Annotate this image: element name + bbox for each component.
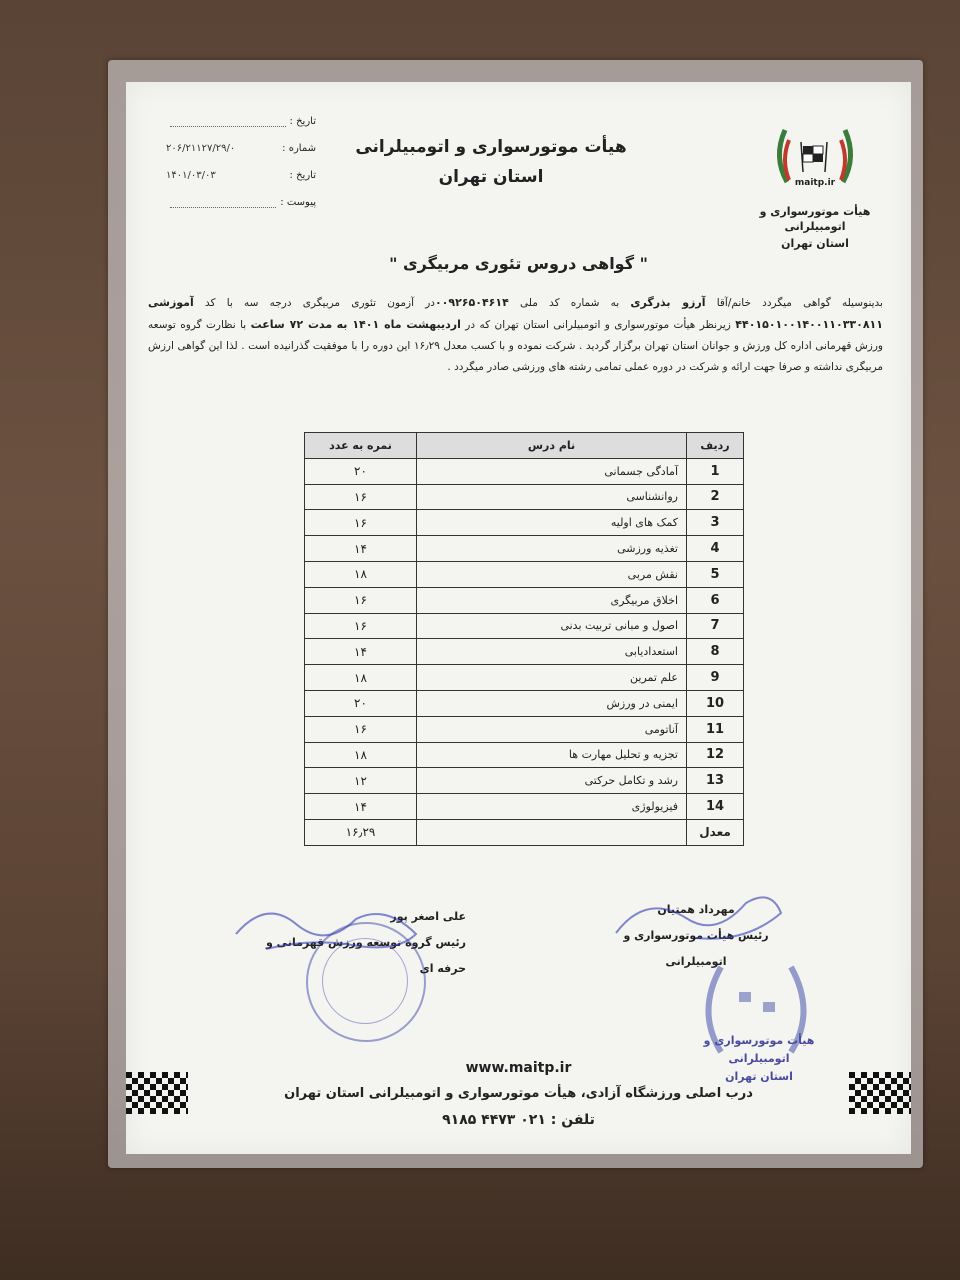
table-row: 3 کمک های اولیه ۱۶ <box>305 510 744 536</box>
right-signer-title: رئیس هیأت موتورسواری و اتومبیلرانی <box>623 929 769 968</box>
header-course-name: نام درس <box>417 433 687 459</box>
table-header-row <box>305 433 744 459</box>
footer-phone <box>126 1112 911 1128</box>
table-row: 8 استعدادیابی ۱۴ <box>305 639 744 665</box>
table-row: 10 ایمنی در ورزش ۲۰ <box>305 690 744 716</box>
footer-address: درب اصلی ورزشگاه آزادی، هیأت موتورسواری و اتومبیلرانی استان تهران <box>284 1086 753 1101</box>
body-text-1: بدینوسیله گواهی میگردد خانم/آقا <box>716 297 883 309</box>
phone-label: تلفن : <box>550 1112 595 1128</box>
signature-scribble-icon <box>226 894 446 964</box>
date-value: ۱۴۰۱/۰۳/۰۳ <box>166 170 216 181</box>
attachment-label: پیوست : <box>280 197 316 208</box>
logo-caption-org: هیأت موتورسواری و اتومبیلرانی <box>759 205 871 233</box>
left-signer-name: علی اصغر پور <box>390 910 466 923</box>
table-row: 1 آمادگی جسمانی ۲۰ <box>305 458 744 484</box>
signature-scribble-icon <box>596 883 796 953</box>
body-text-2: به شماره کد ملی <box>520 297 620 309</box>
table-row: 9 علم تمرین ۱۸ <box>305 665 744 691</box>
national-id: ۰۰۹۲۶۵۰۴۶۱۴ <box>434 296 509 309</box>
average-row <box>305 819 744 845</box>
header-grade: نمره به عدد <box>305 433 417 459</box>
province-name: استان تهران <box>438 167 544 187</box>
number-label: شماره : <box>282 143 316 154</box>
laurel-logo-icon <box>767 112 863 202</box>
certificate-title: " گواهی دروس تئوری مربیگری " <box>389 254 648 273</box>
table-row: 7 اصول و مبانی تربیت بدنی ۱۶ <box>305 613 744 639</box>
phone-number: ۰۲۱ ۴۴۷۳ ۹۱۸۵ <box>442 1112 546 1128</box>
letterhead-title <box>316 132 666 192</box>
signature-block-left <box>246 904 466 982</box>
body-text-7: کسب معدل ۱۶٫۲۹ این دوره را با موفقیت گذرانیده است . لذا این گواهی ارزش مربیگری نداشته و صرفا جهت ارائه و شرکت در <box>148 340 883 373</box>
body-text-3: در آزمون تئوری مربیگری درجه سه با کد <box>204 297 435 309</box>
number-value: ۲۰۶/۲۱۱۲۷/۲۹/۰ <box>166 143 236 154</box>
table-row: 12 تجزیه و تحلیل مهارت ها ۱۸ <box>305 742 744 768</box>
table-row: 11 آناتومی ۱۶ <box>305 716 744 742</box>
footer-website: www.maitp.ir <box>465 1060 572 1076</box>
table-row: 14 فیزیولوژی ۱۴ <box>305 794 744 820</box>
certificate-page <box>126 82 911 1154</box>
left-signer-title: رئیس گروه توسعه ورزش قهرمانی و حرفه ای <box>266 936 466 975</box>
stamp-caption-province: استان تهران <box>725 1070 793 1083</box>
date-label-top: تاریخ : <box>289 116 316 127</box>
header-row-number: ردیف <box>687 433 744 459</box>
org-name: هیأت موتورسواری و اتومبیلرانی <box>355 137 627 157</box>
table-row: 6 اخلاق مربیگری ۱۶ <box>305 587 744 613</box>
average-spacer <box>417 819 687 845</box>
average-label: معدل <box>687 819 744 845</box>
right-signer-name: مهرداد همتیان <box>657 903 735 916</box>
grades-table <box>304 432 744 846</box>
course-month: اردیبهشت ماه ۱۴۰۱ به <box>336 318 461 331</box>
table-row: 2 روانشناسی ۱۶ <box>305 484 744 510</box>
table-row: 5 نقش مربی ۱۸ <box>305 561 744 587</box>
body-text-8: دوره عملی تمامی رشته های ورزشی صادر میگردد . <box>447 361 673 373</box>
stamp-caption-org: هیأت موتورسواری و اتومبیلرانی <box>703 1034 815 1065</box>
logo-url: maitp.ir <box>794 178 836 188</box>
trainee-name: آرزو بذرگری <box>630 296 706 309</box>
course-duration: مدت ۷۲ ساعت <box>250 318 333 331</box>
body-text-6: با نظارت گروه توسعه ورزش قهرمانی اداره کل ورزش و جوانان استان تهران برگزار گردید . شرکت نموده و با <box>148 319 883 352</box>
logo-caption-province: استان تهران <box>781 237 849 250</box>
table-row: 13 رشد و تکامل حرکتی ۱۲ <box>305 768 744 794</box>
stamp-caption <box>674 1032 844 1086</box>
body-text-4: آموزشی <box>148 296 194 309</box>
org-logo <box>755 112 875 251</box>
body-text-5: زیرنظر هیأت موتورسواری و اتومبیلرانی استان تهران که در <box>465 319 731 331</box>
table-row: 4 تغذیه ورزشی ۱۴ <box>305 536 744 562</box>
certificate-body <box>148 292 883 378</box>
letter-meta <box>166 108 316 216</box>
average-value: ۱۶٫۲۹ <box>305 819 417 845</box>
training-code: ۴۴۰۱۵۰۱۰۰۱۴۰۰۱۱۰۳۳۰۸۱۱ <box>735 318 883 331</box>
date-label: تاریخ : <box>289 170 316 181</box>
